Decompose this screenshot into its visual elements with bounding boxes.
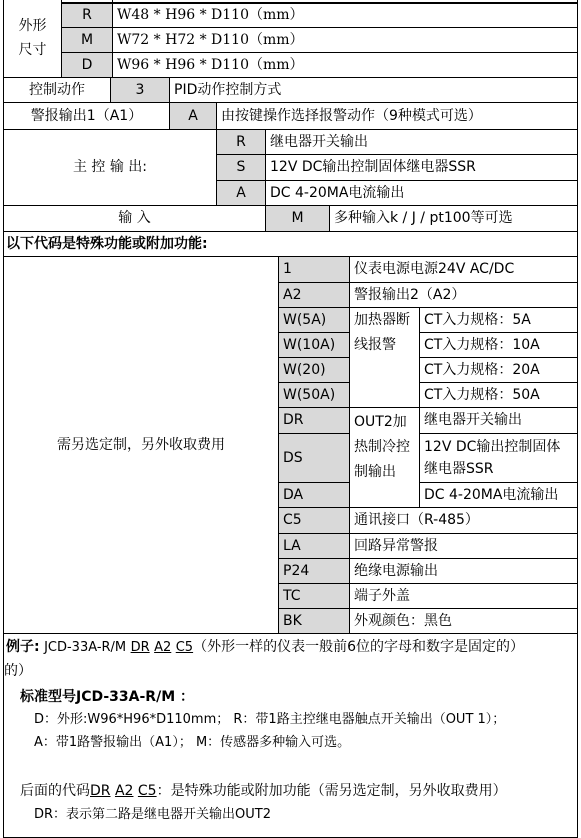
special-desc: 警报输出2（A2） xyxy=(349,282,578,308)
out2-desc: DC 4-20MA电流输出 xyxy=(419,482,578,508)
example-code: C5 xyxy=(175,640,194,655)
size-label: 外形 尺寸 xyxy=(3,0,62,78)
out2-desc: 12V DC输出控制固体继电器SSR xyxy=(419,433,578,483)
special-desc: 仪表电源电源24V AC/DC xyxy=(349,256,578,283)
tail-prefix: 后面的代码 xyxy=(20,783,90,799)
tail-line xyxy=(20,783,507,800)
size-desc: W96 * H96 * D110（mm） xyxy=(112,52,578,78)
tail-code: DR xyxy=(90,783,111,799)
special-code: P24 xyxy=(278,558,350,584)
main-output-desc: 12V DC输出控制固体继电器SSR xyxy=(265,154,578,181)
special-code: TC xyxy=(278,583,350,609)
heater-code: W(20) xyxy=(278,357,350,383)
special-desc: 绝缘电源输出 xyxy=(349,558,578,584)
example-text: （外形一样的仪表一般前6位的字母和数字是固定的） xyxy=(193,639,524,655)
out2-desc: 继电器开关输出 xyxy=(419,407,578,434)
standard-model: 标准型号JCD-33A-R/M ： xyxy=(20,689,195,705)
tail-code: C5 xyxy=(137,783,157,799)
size-code: M xyxy=(61,27,113,53)
special-code: LA xyxy=(278,533,350,559)
alarm1-code: A xyxy=(169,102,217,130)
size-code: R xyxy=(61,3,113,28)
special-desc: 通讯接口（R-485） xyxy=(349,507,578,534)
heater-desc: CT入力规格：5A xyxy=(419,307,578,333)
main-output-code: A xyxy=(216,180,266,206)
control-action-desc: PID动作控制方式 xyxy=(169,77,578,103)
alarm1-desc: 由按键操作选择报警动作（9种模式可选） xyxy=(216,102,578,130)
out2-code: DS xyxy=(278,433,350,483)
example-line xyxy=(6,639,524,656)
dr-line: DR：表示第二路是继电器开关输出OUT2 xyxy=(34,807,272,822)
note-line-2: A：带1路警报输出（A1）； M：传感器多种输入可选。 xyxy=(34,735,351,750)
example-label: 例子: xyxy=(6,639,40,655)
special-code: A2 xyxy=(278,282,350,308)
main-output-code: R xyxy=(216,129,266,155)
heater-code: W(50A) xyxy=(278,382,350,408)
note-line-1: D：外形:W96*H96*D110mm； R：带1路主控继电器触点开关输出（OUT 1）； xyxy=(34,712,506,727)
heater-desc: CT入力规格：10A xyxy=(419,332,578,358)
tail-code: A2 xyxy=(114,783,134,799)
heater-desc: CT入力规格：50A xyxy=(419,382,578,408)
input-desc: 多种输入k / J / pt100等可选 xyxy=(329,205,578,232)
heater-code: W(10A) xyxy=(278,332,350,358)
tail-text: ：是特殊功能或附加功能（需另选定制，另外收取费用） xyxy=(156,783,507,799)
out2-code: DA xyxy=(278,482,350,508)
main-output-desc: 继电器开关输出 xyxy=(265,129,578,155)
size-desc: W48 * H96 * D110（mm） xyxy=(112,3,578,28)
special-code: 1 xyxy=(278,256,350,283)
out2-code: DR xyxy=(278,407,350,434)
heater-code: W(5A) xyxy=(278,307,350,333)
special-left-label: 需另选定制，另外收取费用 xyxy=(3,256,279,634)
input-label: 输 入 xyxy=(3,205,266,232)
main-output-desc: DC 4-20MA电流输出 xyxy=(265,180,578,206)
special-desc: 外观颜色：黑色 xyxy=(349,608,578,634)
main-output-label: 主 控 输 出: xyxy=(3,129,217,206)
special-desc: 端子外盖 xyxy=(349,583,578,609)
example-code: A2 xyxy=(154,640,172,655)
input-code: M xyxy=(265,205,330,232)
special-code: BK xyxy=(278,608,350,634)
special-code: C5 xyxy=(278,507,350,534)
example-text-wrap: 的） xyxy=(4,663,32,679)
heater-label: 加热器断线报警 xyxy=(349,307,420,408)
main-output-code: S xyxy=(216,154,266,181)
control-action-code: 3 xyxy=(110,77,170,103)
out2-label: OUT2加热制冷控制输出 xyxy=(349,407,420,508)
special-header: 以下代码是特殊功能或附加功能: xyxy=(3,231,578,257)
alarm1-label: 警报输出1（A1） xyxy=(3,102,170,130)
size-desc: W72 * H72 * D110（mm） xyxy=(112,27,578,53)
control-action-label: 控制动作 xyxy=(3,77,111,103)
example-model: JCD-33A-R/M xyxy=(44,640,127,655)
special-desc: 回路异常警报 xyxy=(349,533,578,559)
heater-desc: CT入力规格：20A xyxy=(419,357,578,383)
size-code: D xyxy=(61,52,113,78)
example-code: DR xyxy=(130,640,150,655)
